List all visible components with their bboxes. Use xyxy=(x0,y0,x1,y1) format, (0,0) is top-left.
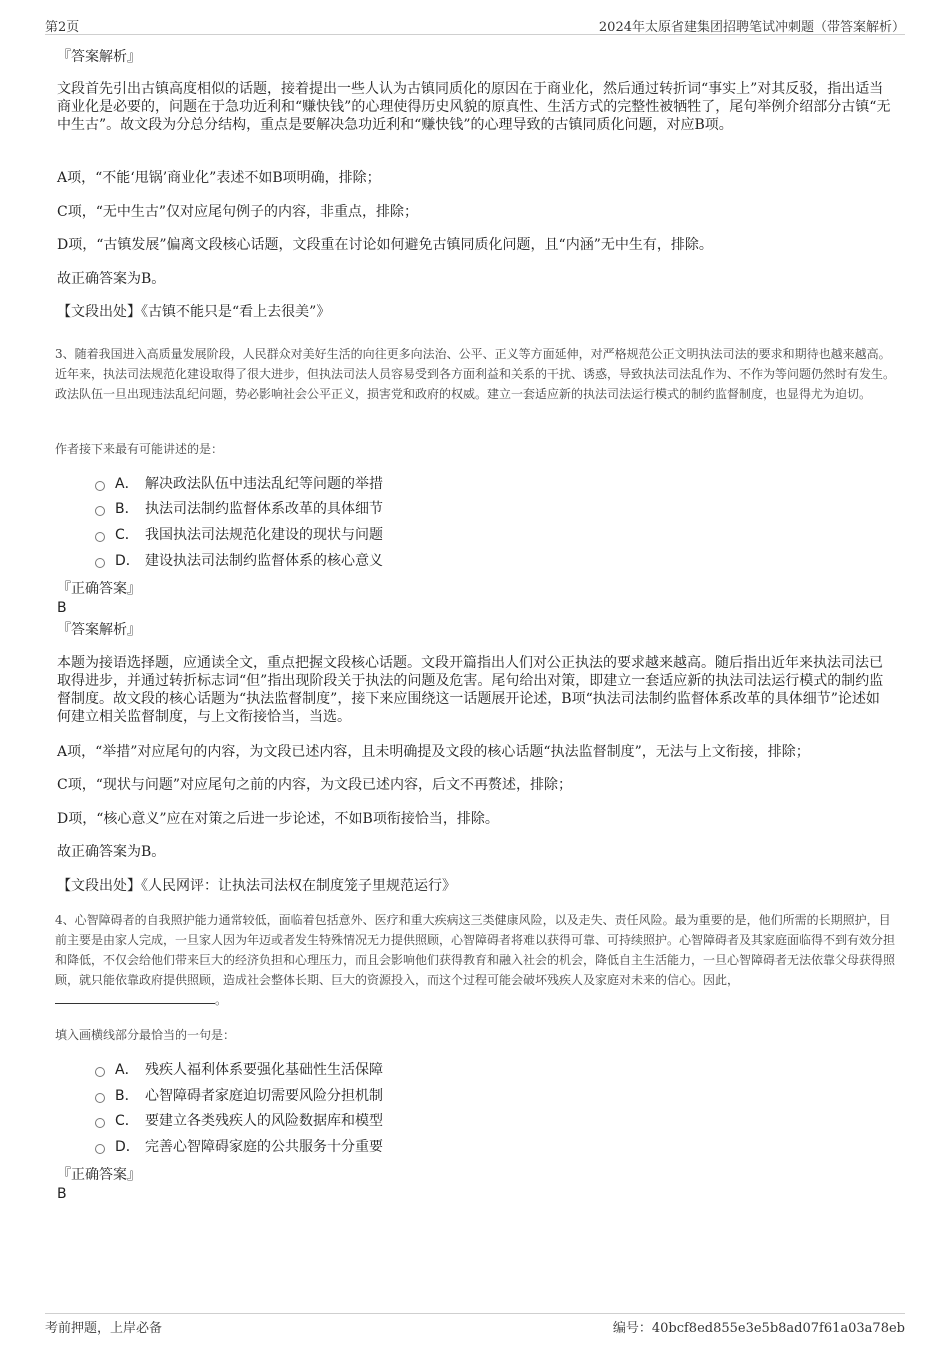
option-letter: A． xyxy=(115,476,139,492)
q3-option-c[interactable] xyxy=(95,525,383,545)
q3-prompt: 作者接下来最有可能讲述的是： xyxy=(55,442,224,456)
option-text: 执法司法制约监督体系改革的具体细节 xyxy=(145,501,383,517)
page-number: 第2页 xyxy=(45,20,80,35)
radio-icon[interactable] xyxy=(95,532,105,542)
option-text: 残疾人福利体系要强化基础性生活保障 xyxy=(145,1062,383,1078)
q3-source: 【文段出处】《人民网评：让执法司法权在制度笼子里规范运行》 xyxy=(57,878,456,894)
radio-icon[interactable] xyxy=(95,1093,105,1103)
q4-correct-answer-label: 『正确答案』 xyxy=(57,1167,141,1183)
q2-conclusion: 故正确答案为B。 xyxy=(57,271,166,287)
option-letter: B． xyxy=(115,1088,139,1104)
q3-conclusion: 故正确答案为B。 xyxy=(57,844,166,860)
q3-analysis-option-d: D项，“核心意义”应在对策之后进一步论述，不如B项衔接恰当，排除。 xyxy=(57,811,499,827)
q3-correct-answer: B xyxy=(57,600,67,616)
q2-analysis-option-c: C项，“无中生古”仅对应尾句例子的内容，非重点，排除； xyxy=(57,204,419,220)
q3-question-text: 3、随着我国进入高质量发展阶段，人民群众对美好生活的向往更多向法治、公平、正义等方面延伸，对严格规范公正文明执法司法的要求和期待也越来越高。近年来，执法司法规范化建设取得了很大进步，但执法司法人员容易受到各方面利益和关系的干扰、诱惑，导致执法司法乱作为、不作为等问题仍然时有发生。政法队伍一旦出现违法乱纪问题，势必影响社会公平正义，损害党和政府的权威。建立一套适应新的执法司法运行模式的制约监督制度，也显得尤为迫切。 xyxy=(55,347,896,401)
option-text: 心智障碍者家庭迫切需要风险分担机制 xyxy=(145,1088,383,1104)
option-letter: C． xyxy=(115,1113,139,1129)
radio-icon[interactable] xyxy=(95,1067,105,1077)
fill-in-blank xyxy=(55,991,215,1004)
q4-question-text xyxy=(55,910,895,1010)
q3-option-d[interactable] xyxy=(95,551,383,571)
q3-analysis-option-a: A项，“举措”对应尾句的内容，为文段已述内容，且未明确提及文段的核心话题“执法监督制度”，无法与上文衔接，排除； xyxy=(57,744,810,760)
radio-icon[interactable] xyxy=(95,1144,105,1154)
q4-correct-answer: B xyxy=(57,1186,67,1202)
option-letter: C． xyxy=(115,527,139,543)
q2-analysis-option-d: D项，“古镇发展”偏离文段核心话题，文段重在讨论如何避免古镇同质化问题，且“内涵”无中生有，排除。 xyxy=(57,237,713,253)
radio-icon[interactable] xyxy=(95,506,105,516)
option-letter: B． xyxy=(115,501,139,517)
q4-option-a[interactable] xyxy=(95,1060,383,1080)
footer-serial: 编号：40bcf8ed855e3e5b8ad07f61a03a78eb xyxy=(612,1321,905,1336)
option-text: 完善心智障碍家庭的公共服务十分重要 xyxy=(145,1139,383,1155)
footer-slogan: 考前押题，上岸必备 xyxy=(45,1321,163,1336)
page-header xyxy=(45,14,905,35)
q4-prompt: 填入画横线部分最恰当的一句是： xyxy=(55,1028,236,1042)
q2-analysis-label: 『答案解析』 xyxy=(57,49,141,65)
option-text: 要建立各类残疾人的风险数据库和模型 xyxy=(145,1113,383,1129)
option-letter: D． xyxy=(115,553,140,569)
option-letter: A． xyxy=(115,1062,139,1078)
q2-analysis-paragraph: 文段首先引出古镇高度相似的话题，接着提出一些人认为古镇同质化的原因在于商业化，然后通过转折词“事实上”对其反驳，指出适当商业化是必要的，问题在于急功近利和“赚快钱”的心理使得历史风貌的原真性、生活方式的完整性被牺牲了，尾句举例介绍部分古镇“无中生古”。故文段为分总分结构，重点是要解决急功近利和“赚快钱”的心理导致的古镇同质化问题，对应B项。 xyxy=(57,81,891,133)
radio-icon[interactable] xyxy=(95,558,105,568)
q3-option-b[interactable] xyxy=(95,499,383,519)
q2-source: 【文段出处】《古镇不能只是“看上去很美”》 xyxy=(57,304,331,320)
radio-icon[interactable] xyxy=(95,481,105,491)
q4-question-body: 4、心智障碍者的自我照护能力通常较低，面临着包括意外、医疗和重大疾病这三类健康风险，以及走失、责任风险。最为重要的是，他们所需的长期照护，目前主要是由家人完成，一旦家人因为年迈或者发生特殊情况无力提供照顾，心智障碍者将难以获得可靠、可持续照护。心智障碍者及其家庭面临得不到有效分担和降低，不仅会给他们带来巨大的经济负担和心理压力，而且会影响他们获得教育和融入社会的机会，降低自主生活能力，一旦心智障碍者无法依靠父母获得照顾，就只能依靠政府提供照顾，造成社会整体长期、巨大的资源投入，而这个过程可能会破坏残疾人及家庭对未来的信心。因此， xyxy=(55,913,896,987)
q2-analysis-option-a: A项，“不能‘甩锅’商业化”表述不如B项明确，排除； xyxy=(57,170,381,186)
document-title: 2024年太原省建集团招聘笔试冲刺题（带答案解析） xyxy=(598,20,905,35)
option-text: 我国执法司法规范化建设的现状与问题 xyxy=(145,527,383,543)
q3-analysis-paragraph: 本题为接语选择题，应通读全文，重点把握文段核心话题。文段开篇指出人们对公正执法的要求越来越高。随后指出近年来执法司法已取得进步，并通过转折标志词“但”指出现阶段关于执法的问题及危害。尾句给出对策，即建立一套适应新的执法司法运行模式的制约监督制度。故文段的核心话题为“执法监督制度”，接下来应围绕这一话题展开论述，B项“执法司法制约监督体系改革的具体细节”论述如何建立相关监督制度，与上文衔接恰当，当选。 xyxy=(57,655,884,725)
q4-option-c[interactable] xyxy=(95,1111,383,1131)
q3-analysis-option-c: C项，“现状与问题”对应尾句之前的内容，为文段已述内容，后文不再赘述，排除； xyxy=(57,777,573,793)
radio-icon[interactable] xyxy=(95,1118,105,1128)
option-letter: D． xyxy=(115,1139,140,1155)
q3-option-a[interactable] xyxy=(95,474,383,494)
q4-option-d[interactable] xyxy=(95,1137,383,1157)
q4-question-end: 。 xyxy=(215,993,228,1007)
option-text: 建设执法司法制约监督体系的核心意义 xyxy=(145,553,383,569)
option-text: 解决政法队伍中违法乱纪等问题的举措 xyxy=(145,476,383,492)
q3-analysis-label: 『答案解析』 xyxy=(57,622,141,638)
q3-correct-answer-label: 『正确答案』 xyxy=(57,581,141,597)
page-footer xyxy=(45,1313,905,1334)
q4-option-b[interactable] xyxy=(95,1086,383,1106)
